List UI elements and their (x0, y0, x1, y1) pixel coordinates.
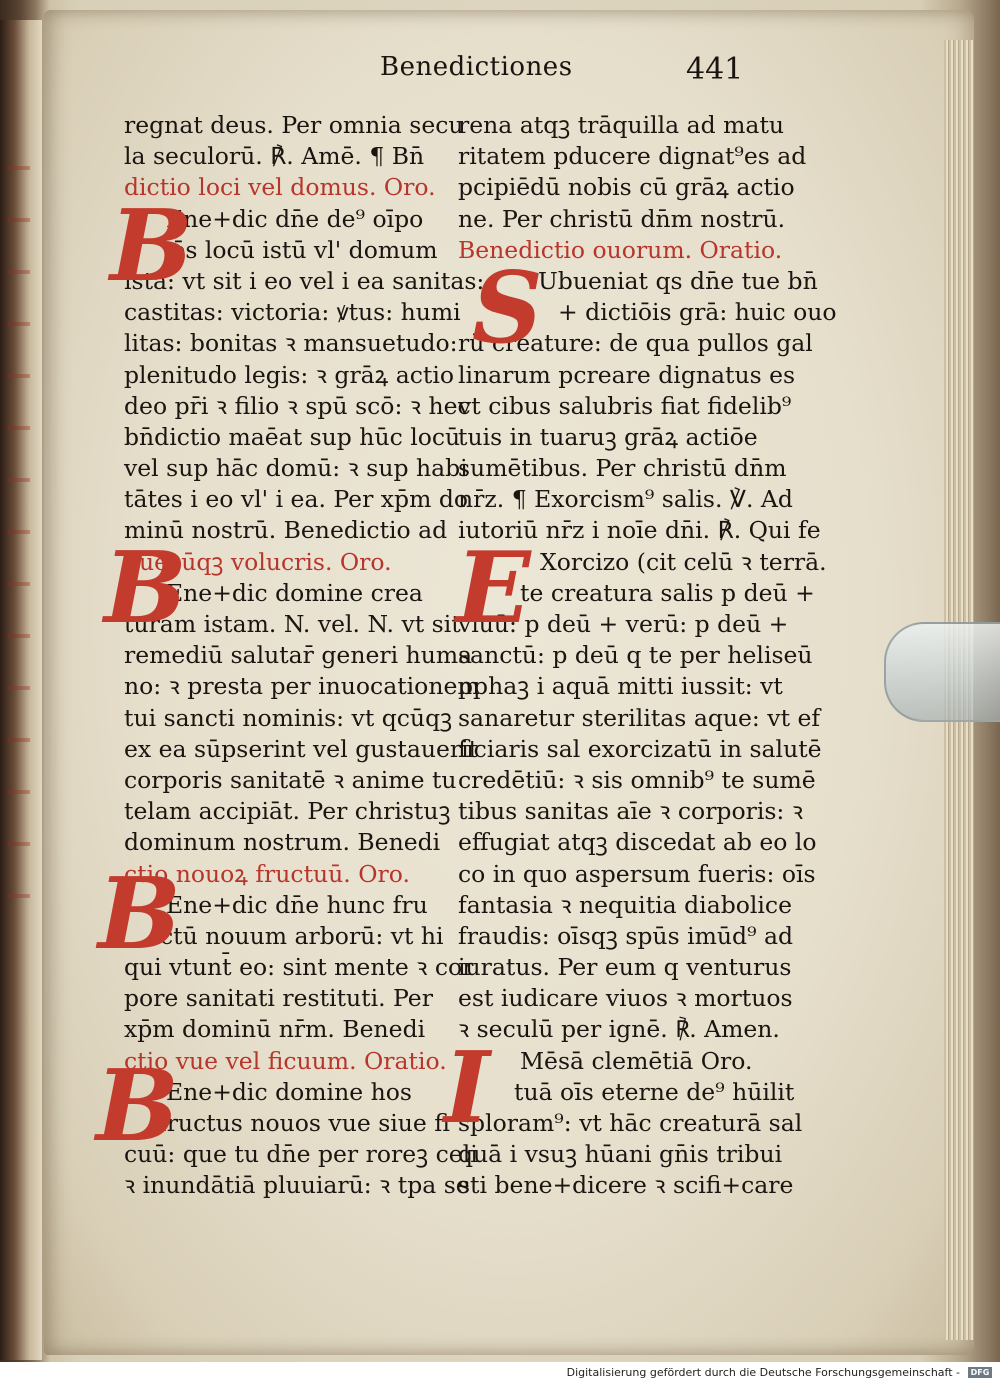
text-line: Benedictio ouorum. Oratio. (458, 235, 783, 264)
text-line: Ene+dic domine crea (166, 578, 423, 607)
text-line: tibus sanitas aīe ꝛ corporis: ꝛ (458, 797, 803, 826)
text-line: viuū: p deū + verū: p deū + (458, 610, 789, 638)
text-line: tuā oīs eterne de⁹ hūilit (514, 1077, 795, 1106)
text-line: ritatem pducere dignat⁹es ad (458, 142, 807, 171)
text-line: fantasia ꝛ nequitia diabolice (458, 890, 793, 919)
text-line: dictio loci vel domus. Oro. (124, 173, 436, 202)
text-line: vel sup hāc domū: ꝛ sup habi (124, 454, 468, 483)
text-line: fraudis: oīsqꝫ spūs imūd⁹ ad (458, 921, 794, 950)
text-line: xp̄m dominū nr̄m. Benedi (124, 1015, 426, 1044)
text-line: minū nostrū. Benedictio ad (124, 516, 448, 545)
funding-credit: Digitalisierung gefördert durch die Deutsche Forschungsgemeinschaft - (566, 1366, 960, 1379)
drop-initial: B (96, 1049, 179, 1164)
text-line: tēs locū istū vl' domum (162, 235, 438, 264)
text-line: iutoriū nr̄z i noīe dn̄i. ℟. Qui fe (458, 516, 821, 545)
text-line: corporis sanitatē ꝛ anime tu (124, 765, 457, 794)
text-line: no: ꝛ presta per inuocationem (124, 672, 480, 701)
text-line: ne. Per christū dn̄m nostrū. (458, 204, 786, 233)
text-line: quecūqꝫ volucris. Oro. (124, 547, 392, 576)
right-text-column (444, 110, 837, 1202)
text-line: te creatura salis p deū + (520, 578, 815, 607)
text-line: effugiat atqꝫ discedat ab eo lo (458, 828, 817, 857)
text-line: pcipiēdū nobis cū grāꝝ actio (458, 173, 795, 202)
drop-initial: E (456, 531, 531, 646)
text-line: regnat deus. Per omnia secu (124, 111, 464, 139)
text-line: la seculorū. ℟. Amē. ¶ Bn̄ (124, 142, 425, 171)
running-head: Benedictiones (380, 52, 573, 82)
text-line: ctio vue vel ficuum. Oratio. (124, 1046, 447, 1075)
text-line: sanctū: p deū q te per heliseū (458, 641, 813, 670)
text-line: quā i vsuꝫ hūani gn̄is tribui (458, 1140, 783, 1169)
text-line: nr̄z. ¶ Exorcism⁹ salis. ℣. Ad (458, 485, 793, 514)
text-line: co in quo aspersum fueris: oīs (458, 859, 816, 888)
text-line: turam istam. N. vel. N. vt sit (124, 610, 461, 638)
drop-initial: B (110, 189, 193, 304)
text-line: + dictiōis grā: huic ouo (558, 298, 837, 327)
text-line: credētiū: ꝛ sis omnib⁹ te sumē (458, 765, 816, 794)
text-line: vt cibus salubris fiat fidelib⁹ (458, 391, 792, 420)
text-line: sploram⁹: vt hāc creaturā sal (458, 1109, 803, 1137)
text-line: pphaꝫ i aquā mitti iussit: vt (458, 672, 783, 701)
text-line: ex ea sūpserint vel gustauerit (124, 734, 479, 763)
text-line: deo pr̄i ꝛ filio ꝛ spū scō: ꝛ hec (124, 391, 471, 420)
drop-initial: B (104, 531, 187, 646)
text-line: Ene+dic domine hos (166, 1077, 412, 1106)
text-line: remediū salutar̄ generi huma (124, 641, 473, 670)
text-line: qui vtunt̄ eo: sint mente ꝛ cor (124, 953, 474, 982)
text-line: ficiaris sal exorcizatū in salutē (458, 734, 822, 763)
text-line: cuū: que tu dn̄e per roreꝫ celi (124, 1140, 478, 1169)
text-line: istā: vt sit i eo vel i ea sanitas: (124, 266, 485, 295)
text-line: sanaretur sterilitas aque: vt ef (458, 703, 821, 732)
text-line: pore sanitati restituti. Per (124, 984, 433, 1013)
text-line: bn̄dictio maēat sup hūc locū (124, 422, 461, 451)
text-line: ctū nouum arborū: vt hi (160, 921, 444, 950)
left-text-column (96, 110, 485, 1202)
text-line: fructus nouos vue siue fi (158, 1109, 450, 1137)
text-line: dominum nostrum. Benedi (124, 828, 441, 857)
text-line: ꝛ seculū per ignē. ℟. Amen. (458, 1015, 780, 1044)
drop-initial: S (472, 251, 543, 366)
text-line: rena atqꝫ trāquilla ad matu (458, 111, 785, 139)
text-line: Xorcizo (cit celū ꝛ terrā. (540, 547, 827, 576)
drop-initial: I (444, 1031, 490, 1146)
text-line: iuratus. Per eum q venturus (458, 953, 792, 982)
text-line: ꝛ inundātiā pluuiarū: ꝛ tpa se (124, 1171, 470, 1200)
text-line: castitas: victoria: ꝟtus: humi (124, 298, 461, 327)
text-line: litas: bonitas ꝛ mansuetudo: (124, 329, 458, 358)
glass-weight-clip (884, 622, 1000, 722)
text-line: telam accipiāt. Per christuꝫ (124, 797, 451, 826)
text-line: ctio nouoꝝ fructuū. Oro. (124, 859, 410, 888)
text-line: plenitudo legis: ꝛ grāꝝ actio (124, 360, 455, 389)
dfg-logo: DFG (968, 1367, 992, 1378)
text-line: Ubueniat qs dn̄e tue bn̄ (538, 266, 818, 295)
footer-bar (0, 1362, 1000, 1384)
folio-number: 441 (686, 52, 744, 87)
text-line: Mēsā clemētiā Oro. (520, 1046, 753, 1075)
text-line: tuis in tuaruꝫ grāꝝ actiōe (458, 422, 758, 451)
text-line: tātes i eo vl' i ea. Per xp̄m do (124, 485, 469, 514)
text-line: rū creature: de qua pullos gal (458, 329, 813, 358)
text-line: linarum pcreare dignatus es (458, 360, 796, 389)
text-line: sti bene+dicere ꝛ scifi+care (458, 1171, 794, 1200)
previous-page-edge (0, 20, 42, 1360)
text-line: Ene+dic dn̄e hunc fru (166, 890, 428, 919)
drop-initial: B (98, 857, 181, 972)
text-line: sumētibus. Per christū dn̄m (458, 454, 787, 483)
text-line: tui sancti nominis: vt qcūqꝫ (124, 703, 453, 732)
text-line: Ene+dic dn̄e de⁹ oīpo (166, 204, 424, 233)
text-line: est iudicare viuos ꝛ mortuos (458, 984, 793, 1013)
